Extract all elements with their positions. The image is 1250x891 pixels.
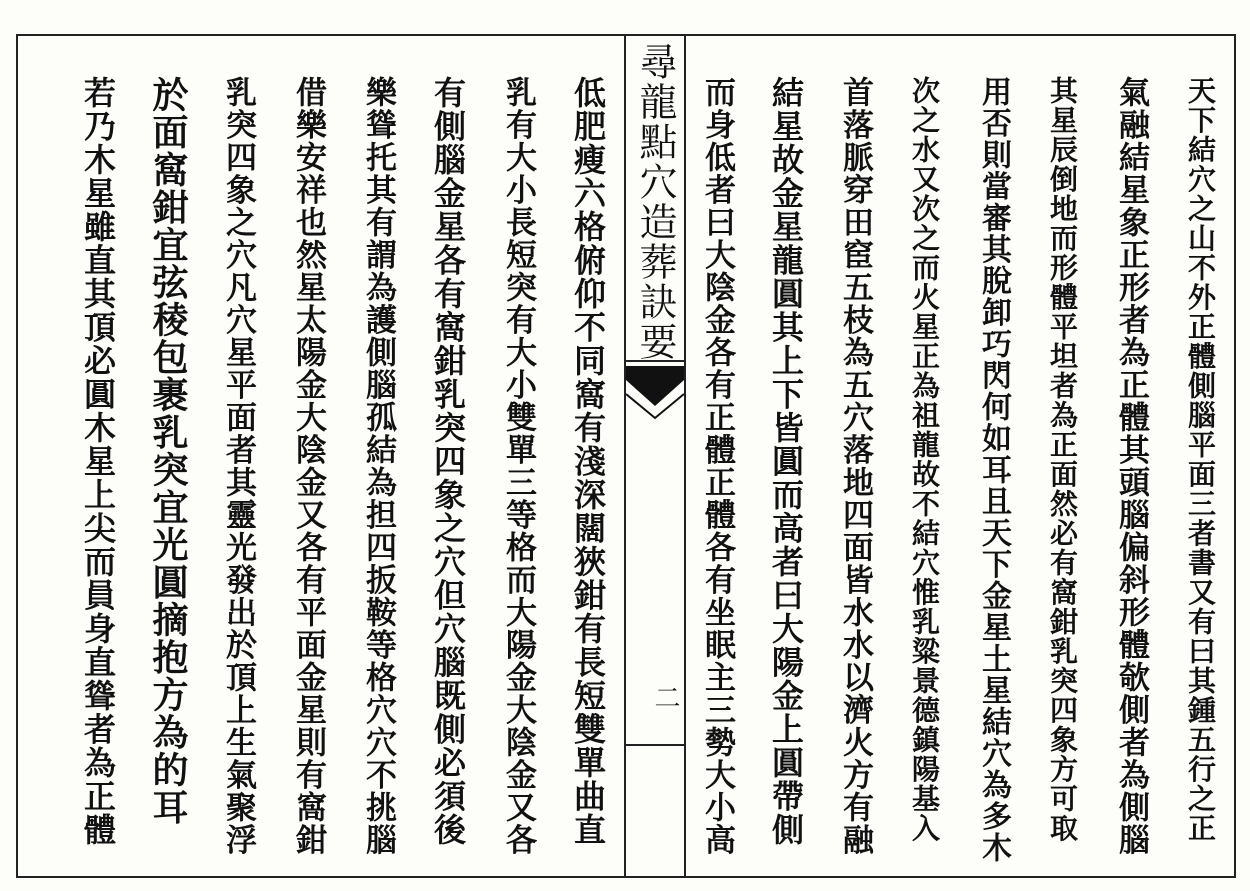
page-frame <box>16 34 1236 878</box>
text-column: 低肥瘦六格俯仰不同窩有淺深闊狹鉗有長短雙單曲直 <box>569 76 607 847</box>
text-column: 天下結穴之山不外正體側腦平面三者書又有曰其鍾五行之正 <box>1184 76 1217 843</box>
book-spine <box>624 36 686 876</box>
text-column: 乳突四象之穴凡穴星平面者其靈光發出於頂上生氣聚浮 <box>220 76 256 856</box>
left-page <box>18 36 624 876</box>
text-column: 若乃木星雖直其頂必圓木星上尖而員身直聳者為正體 <box>79 76 117 847</box>
folio-number: 二 <box>650 684 680 710</box>
text-column: 結星故金星龍圓其上下皆圓而高者曰大陽金上圓帶側 <box>767 76 805 847</box>
fishtail-ornament <box>626 366 684 446</box>
text-column: 氣融結星象正形者為正體其頭腦偏斜形體欹側者為側腦 <box>1113 76 1149 856</box>
text-column: 有側腦金星各有窩鉗乳突四象之穴但穴腦既側必須後 <box>429 76 467 847</box>
text-column: 用否則當審其脫卸巧閃何如耳且天下金星土星結穴為多木 <box>976 76 1011 864</box>
text-column: 而身低者曰大陰金各有正體正體各有坐眠主三勢大小高 <box>699 76 735 856</box>
text-column: 乳有大小長短突有大小雙單三等格而大陽金大陰金又各 <box>500 76 536 856</box>
spine-divider <box>626 744 684 746</box>
right-page <box>686 36 1234 876</box>
spine-divider <box>626 360 684 362</box>
text-column: 借樂安祥也然星太陽金大陰金又各有平面金星則有窩鉗 <box>290 76 326 856</box>
text-column: 次之水又次之而火星正為祖龍故不結穴惟乳粱景德鎮陽基入 <box>908 76 941 843</box>
text-column: 其星辰倒地而形體平坦者為正面然必有窩鉗乳突四象方可取 <box>1046 76 1079 843</box>
book-title: 尋龍點穴造葬訣要 <box>633 42 677 362</box>
text-column: 樂聳托其有謂為護側腦孤結為担四扳鞍等格穴穴不挑腦 <box>360 76 396 856</box>
text-column: 於面窩鉗宜弦稜包裹乳突宜光圓摘抱方為的耳 <box>147 76 189 826</box>
text-column: 首落脈穿田䆠五枝為五穴落地四面皆水水以濟火方有融 <box>837 76 873 856</box>
